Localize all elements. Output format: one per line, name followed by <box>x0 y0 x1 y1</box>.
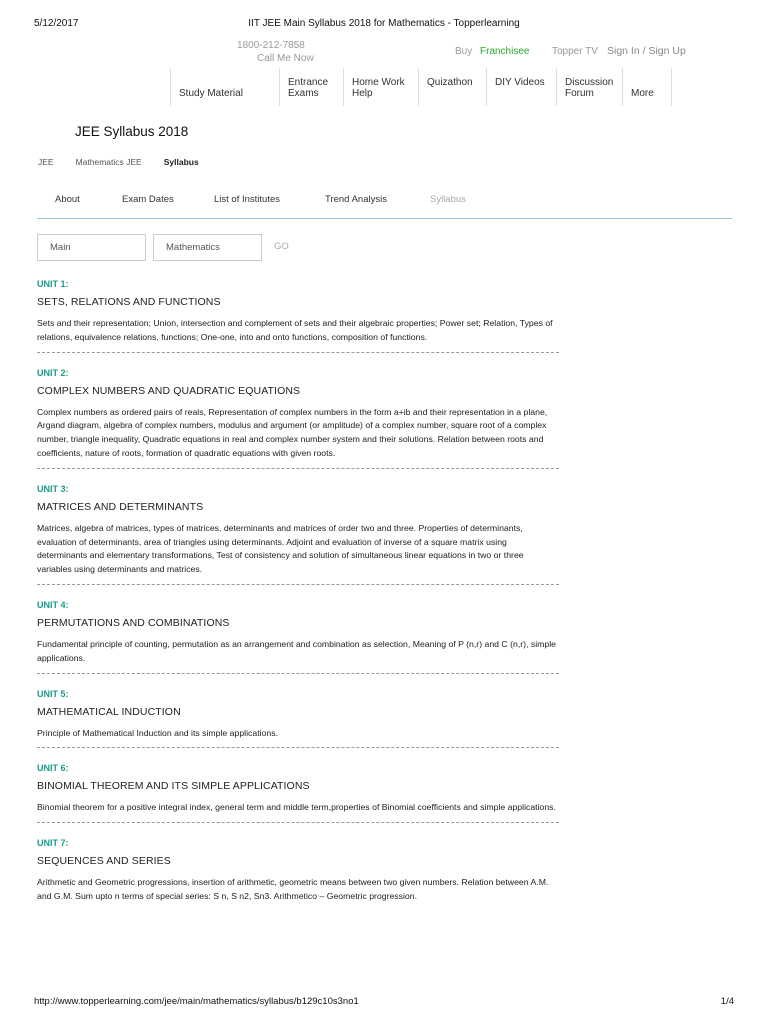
print-header <box>34 18 734 32</box>
nav-diy-videos-label: DIY Videos <box>495 77 545 88</box>
call-me-now-link[interactable]: Call Me Now <box>257 53 314 64</box>
main-nav <box>170 68 672 106</box>
unit-5 <box>37 689 559 749</box>
subject-select[interactable] <box>153 234 262 261</box>
nav-study-material-label: Study Material <box>179 88 243 99</box>
unit-label: UNIT 4: <box>37 599 69 610</box>
nav-entrance-label-2: Exams <box>288 88 319 99</box>
nav-homework-label-2: Help <box>352 88 373 99</box>
nav-entrance-label-1: Entrance <box>288 77 329 88</box>
nav-more-label: More <box>631 88 654 99</box>
unit-label: UNIT 3: <box>37 483 69 494</box>
breadcrumb-mathematics-jee[interactable]: Mathematics JEE <box>75 157 142 167</box>
buy-link[interactable]: Buy <box>455 46 473 57</box>
page-number: 1/4 <box>720 996 734 1007</box>
unit-description: Binomial theorem for a positive integral index, general term and middle term,properties of Binomial coefficients and simple applications. <box>37 802 556 813</box>
unit-title: MATHEMATICAL INDUCTION <box>37 705 181 718</box>
franchisee-link[interactable]: Franchisee <box>480 46 530 57</box>
unit-2 <box>37 368 559 469</box>
breadcrumb <box>38 157 221 167</box>
nav-study-material[interactable] <box>170 68 279 106</box>
syllabus-units <box>37 279 559 926</box>
tab-bar <box>37 194 732 219</box>
nav-entrance-exams[interactable] <box>279 68 343 106</box>
nav-discussion-label-2: Forum <box>565 88 594 99</box>
unit-7 <box>37 838 559 911</box>
print-title: IIT JEE Main Syllabus 2018 for Mathematics - Topperlearning <box>248 18 520 29</box>
unit-4 <box>37 600 559 674</box>
go-button[interactable]: GO <box>274 241 289 252</box>
unit-title: MATRICES AND DETERMINANTS <box>37 500 204 513</box>
unit-title: SETS, RELATIONS AND FUNCTIONS <box>37 296 221 308</box>
unit-label: UNIT 1: <box>37 279 69 289</box>
tab-list-of-institutes[interactable]: List of Institutes <box>214 194 281 205</box>
nav-homework-help[interactable] <box>343 68 418 106</box>
tab-exam-dates[interactable]: Exam Dates <box>122 194 174 205</box>
exam-select-value: Main <box>50 242 71 253</box>
unit-description: Arithmetic and Geometric progressions, insertion of arithmetic, geometric means between two given numbers. Relation between A.M. and G.M. Sum upto n terms of special series: S n, S n2, Sn3. Arithmetico – Geometric progression. <box>37 877 549 901</box>
breadcrumb-jee[interactable]: JEE <box>38 157 54 167</box>
breadcrumb-syllabus: Syllabus <box>163 157 199 167</box>
unit-label: UNIT 5: <box>37 688 69 699</box>
nav-diy-videos[interactable] <box>486 68 556 106</box>
top-bar <box>0 40 768 64</box>
print-date: 5/12/2017 <box>34 18 79 29</box>
unit-1 <box>37 279 559 353</box>
unit-6 <box>37 763 559 823</box>
nav-quizathon[interactable] <box>418 68 486 106</box>
nav-discussion-forum[interactable] <box>556 68 622 106</box>
nav-quizathon-label: Quizathon <box>427 77 473 88</box>
page-url: http://www.topperlearning.com/jee/main/mathematics/syllabus/b129c10s3no1 <box>34 996 359 1007</box>
tab-syllabus[interactable]: Syllabus <box>430 194 466 205</box>
unit-title: SEQUENCES AND SERIES <box>37 855 171 868</box>
nav-discussion-label-1: Discussion <box>565 77 614 88</box>
unit-description: Complex numbers as ordered pairs of reals, Representation of complex numbers in the form a+ib and their representation in a plane, Argand diagram, algebra of complex numbers, modulus and argument (or amplitude) of a complex number, square root of a complex number, triangle inequality, Quadratic equations in real and complex number system and their solutions. Relation between roots and coefficients, nature of roots, formation of quadratic equations with given roots. <box>37 406 548 458</box>
nav-more[interactable] <box>622 68 672 106</box>
unit-description: Principle of Mathematical Induction and its simple applications. <box>37 727 278 738</box>
page-title: JEE Syllabus 2018 <box>75 124 189 139</box>
unit-label: UNIT 7: <box>37 838 69 849</box>
unit-title: PERMUTATIONS AND COMBINATIONS <box>37 616 230 629</box>
nav-homework-label-1: Home Work <box>352 77 405 88</box>
sign-in-link[interactable]: Sign In / Sign Up <box>607 45 686 57</box>
unit-title: COMPLEX NUMBERS AND QUADRATIC EQUATIONS <box>37 384 301 397</box>
unit-description: Sets and their representation; Union, intersection and complement of sets and their algebraic properties; Power set; Relation, Types of relations, equivalence relations, functions; One-one, into and onto functions, composition of functions. <box>37 318 553 342</box>
unit-description: Fundamental principle of counting, permutation as an arrangement and combination as selection, Meaning of P (n,r) and C (n,r), simple applications. <box>37 638 556 663</box>
topper-tv-link[interactable]: Topper TV <box>552 46 598 57</box>
unit-label: UNIT 6: <box>37 763 69 774</box>
unit-label: UNIT 2: <box>37 367 69 378</box>
unit-3 <box>37 484 559 585</box>
phone-number: 1800-212-7858 <box>237 40 305 51</box>
tab-trend-analysis[interactable]: Trend Analysis <box>325 194 387 205</box>
exam-select[interactable] <box>37 234 146 261</box>
unit-title: BINOMIAL THEOREM AND ITS SIMPLE APPLICATIONS <box>37 780 310 793</box>
subject-select-value: Mathematics <box>166 242 220 253</box>
tab-about[interactable]: About <box>55 194 80 205</box>
unit-description: Matrices, algebra of matrices, types of matrices, determinants and matrices of order two and three. Properties of determinants, evaluation of determinants, area of triangles using determinants. Adjoint and evaluation of inverse of a square matrix using determinants and elementary transformations, Test of consistency and solution of simultaneous linear equations in two or three variables using determinants and matrices. <box>37 522 524 575</box>
